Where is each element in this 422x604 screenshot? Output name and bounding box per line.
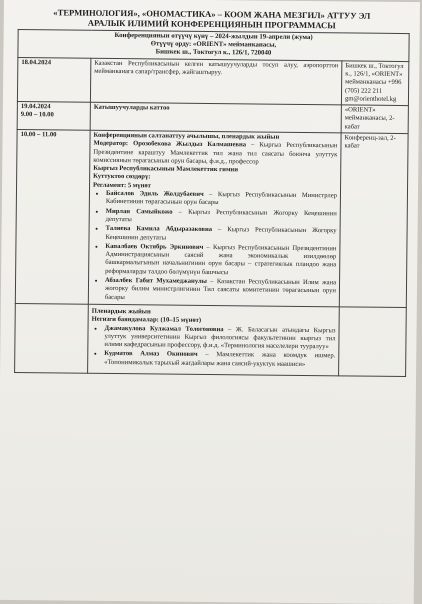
list-item — [105, 225, 336, 244]
row-time: 10.00 – 11.00 — [15, 129, 90, 304]
speaker-desc: – Кыргыз Республикасынын Жогорку Кеңешинин депутаты — [105, 226, 337, 242]
speaker-name: Абзалбек Габит Мухамеджанулы — [105, 276, 207, 285]
program-table — [14, 29, 410, 377]
greetings-list — [92, 190, 337, 304]
list-item — [104, 324, 335, 351]
row-place-empty — [339, 307, 407, 377]
conference-venue: Өтүүчү орду: «ORIENT» мейманканасы, — [150, 40, 277, 49]
row-date: 18.04.2024 — [17, 57, 90, 102]
row-time-empty — [15, 303, 89, 373]
row-date-time — [17, 102, 90, 131]
plenary-speakers-list — [91, 324, 335, 369]
row-date: 19.04.2024 — [20, 103, 51, 111]
speaker-desc: – Казакстан Республикасынын Илим жана жогорку билим министрлигинин Тил саясаты комитетинин төрагасынын орун басары — [104, 277, 337, 301]
row-time: 9.00 – 10.00 — [20, 111, 54, 119]
moderator-label: Модератор: — [93, 140, 129, 148]
speaker-name: Мирлан Самыйкожо — [105, 207, 173, 216]
speaker-name: Капалбаев Октябрь Эркинович — [105, 242, 204, 251]
speaker-desc: – Ж. Баласагын атындагы Кыргыз улуттук университетинин Кыргыз филологиясы факультетинин кыргыз тил илими кафедрасынын профессору, ф.и.д. «Терминология маселелери тууралуу» — [104, 325, 336, 351]
header-line-1: «ТЕРМИНОЛОГИЯ», «ОНОМАСТИКА» – КООМ ЖАНА МЕЗГИЛ» АТТУУ ЭЛ — [53, 7, 371, 21]
plenary-title: Пленардык жыйын — [91, 307, 151, 316]
list-item — [105, 277, 336, 304]
list-item — [105, 243, 336, 279]
speaker-desc: – Кыргыз Республикасынын Президентинин Администрациясынын саясий жана экономикалык изилдөөлөр башкармалыгынын начальнигинин орун басары – стратегиялык пландоо жана реформаларды талдоо бөлүмүнүн башчысы — [105, 243, 337, 276]
list-item — [106, 208, 337, 227]
anthem: Кыргыз Республикасынын Мамлекеттик гимни — [93, 164, 239, 174]
program-header — [4, 0, 420, 31]
speaker-desc: – Мамлекеттик жана коомдук ишмер. «Топонимикалык тарыхый жагдайлары жана саясий-укуктук маашиси» — [104, 351, 336, 368]
row-place: «ORIENT» мейманканасы, 2-кабат — [341, 105, 408, 134]
speaker-name: Джамакулова Кулжамал Тологоновна — [104, 324, 224, 333]
speaker-desc: – Кыргыз Республикасынын Жогорку Кеңешинин депутаты — [105, 208, 337, 224]
speaker-name: Кудматов Алмаз Окинович — [104, 350, 198, 359]
moderator-name: Орозобекова Жылдыз Калмашевна — [133, 140, 247, 149]
row-description: Катышуучуларды каттоо — [90, 102, 341, 133]
speaker-name: Байсалов Эдиль Жолдубаевич — [105, 189, 204, 198]
session-title: Конференциянын салтанаттуу ачылышы, пленардык жыйын — [93, 131, 280, 141]
list-item — [104, 350, 335, 369]
conference-date: Конференциянын өтүүчү күнү – 2024-жылдын 19-апрели (жума) — [114, 31, 313, 42]
conference-info-row — [18, 29, 409, 61]
regulation: Регламент: 5 мүнөт — [93, 181, 151, 190]
moderator-desc: – Кыргыз Республикасынын Президентине караштуу Мамлекеттик тил жана тил саясаты боюнча улуттук комиссиянын төрагасынын орун басары, ф.и.д., профессор — [93, 141, 338, 166]
header-line-2: АРАЛЫК ИЛИМИЙ КОНФЕРЕНЦИЯНЫН ПРОГРАММАСЫ — [87, 17, 336, 31]
table-row — [17, 102, 408, 134]
plenary-content — [88, 304, 340, 376]
conference-info — [18, 29, 409, 61]
conference-address: Бишкек ш., Токтогул к., 126/1, 720040 — [155, 48, 272, 58]
list-item — [106, 190, 337, 209]
row-place: Конференц-зал, 2-кабат — [339, 133, 408, 308]
greetings-label: Куттуктоо сөздөрү: — [93, 173, 151, 181]
moderator — [93, 140, 337, 167]
speaker-desc: – Кыргыз Республикасынын Министрлер Кабинетинин төрагасынын орун басары — [105, 190, 337, 207]
opening-session-content — [88, 130, 341, 307]
row-description: Казакстан Республикасынын келген катышуучуларды тосуп алуу, аэропорттон мейманканага сапар/трансфер, жайгаштыруу. — [90, 58, 341, 105]
plenary-subtitle: Негизги баяндамалар: (10–15 мүнөт) — [91, 315, 202, 325]
opening-session-row — [15, 129, 408, 307]
plenary-row — [15, 303, 407, 376]
speaker-name: Талиева Камила Абдыразаковна — [105, 225, 213, 234]
row-place: Бишкек ш., Токтогул к., 126/1, «ORIENT» мейманканасы +996 (705) 222 211 gm@orienthotel.kg — [341, 60, 408, 105]
table-row — [17, 57, 408, 106]
